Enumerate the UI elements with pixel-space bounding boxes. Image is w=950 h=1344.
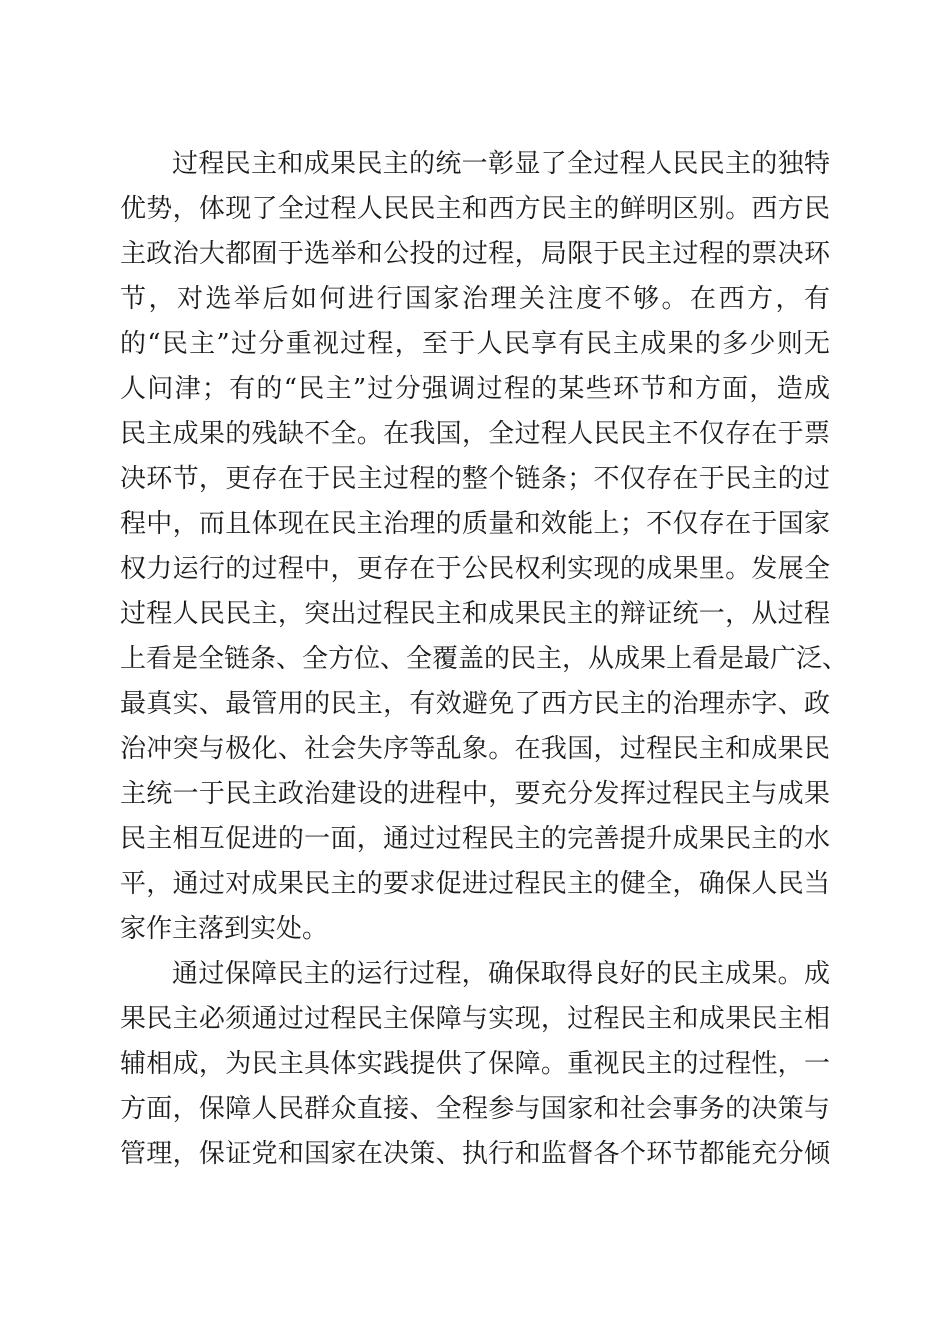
text-line: 民主成果的残缺不全。在我国，全过程人民民主不仅存在于票 [120,419,830,449]
text-line: 方面，保障人民群众直接、全程参与国家和社会事务的决策与 [120,1094,830,1124]
text-line: 程中，而且体现在民主治理的质量和效能上；不仅存在于国家 [120,509,830,539]
text-line: 节，对选举后如何进行国家治理关注度不够。在西方，有 [120,284,830,314]
text-line: 人问津；有的“民主”过分强调过程的某些环节和方面，造成 [120,374,830,404]
text-line: 最真实、最管用的民主，有效避免了西方民主的治理赤字、政 [120,689,830,719]
text-line: 民主相互促进的一面，通过过程民主的完善提升成果民主的水 [120,824,830,854]
text-line: 主统一于民主政治建设的进程中，要充分发挥过程民主与成果 [120,779,830,809]
text-line: 管理，保证党和国家在决策、执行和监督各个环节都能充分倾 [120,1139,830,1169]
text-line: 优势，体现了全过程人民民主和西方民主的鲜明区别。西方民 [120,194,830,224]
text-line: 主政治大都囿于选举和公投的过程，局限于民主过程的票决环 [120,239,830,269]
text-line: 过程民主和成果民主的统一彰显了全过程人民民主的独特 [172,149,830,179]
text-line: 通过保障民主的运行过程，确保取得良好的民主成果。成 [172,959,830,989]
text-line: 家作主落到实处。 [120,914,329,944]
text-line: 权力运行的过程中，更存在于公民权利实现的成果里。发展全 [120,554,830,584]
text-line: 果民主必须通过过程民主保障与实现，过程民主和成果民主相 [120,1004,830,1034]
text-line: 辅相成，为民主具体实践提供了保障。重视民主的过程性，一 [120,1049,830,1079]
text-line: 上看是全链条、全方位、全覆盖的民主，从成果上看是最广泛、 [120,644,849,674]
text-line: 决环节，更存在于民主过程的整个链条；不仅存在于民主的过 [120,464,830,494]
text-line: 的“民主”过分重视过程，至于人民享有民主成果的多少则无 [120,329,830,359]
text-line: 治冲突与极化、社会失序等乱象。在我国，过程民主和成果民 [120,734,830,764]
text-line: 过程人民民主，突出过程民主和成果民主的辩证统一，从过程 [120,599,830,629]
text-line: 平，通过对成果民主的要求促进过程民主的健全，确保人民当 [120,869,830,899]
